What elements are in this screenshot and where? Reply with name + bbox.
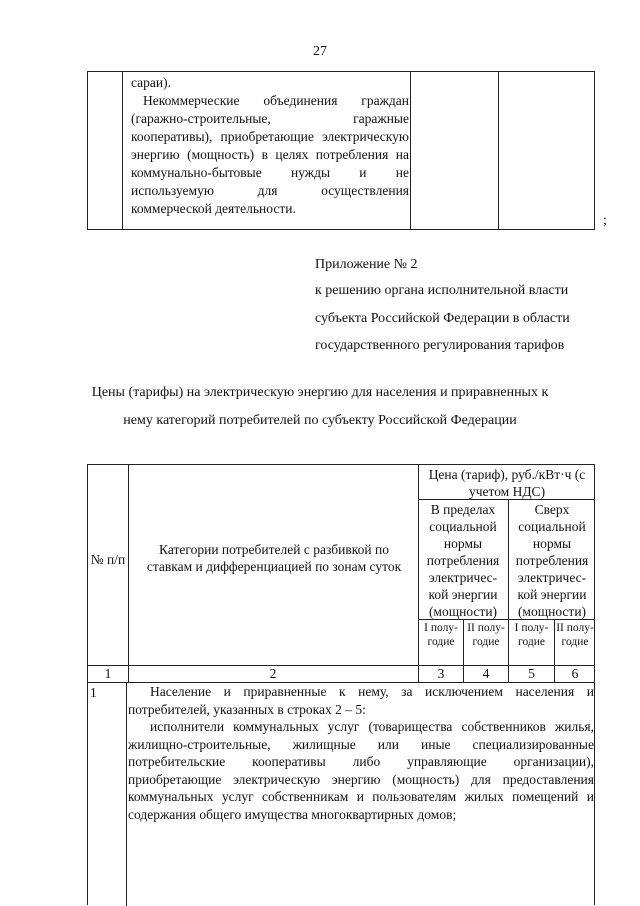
table-divider xyxy=(418,465,419,682)
table-divider xyxy=(498,72,499,229)
table-divider xyxy=(508,499,509,682)
column-number: 4 xyxy=(482,666,490,681)
document-heading-line: Цены (тарифы) на электрическую энергию для населения и приравненных к xyxy=(91,385,549,400)
header-half-year: I полу-годие xyxy=(514,622,549,648)
trailing-semicolon: ; xyxy=(603,213,607,228)
appendix-line: к решению органа исполнительной власти xyxy=(315,283,569,298)
header-price: Цена (тариф), руб./кВт·ч (с учетом НДС) xyxy=(428,467,586,499)
row-number: 1 xyxy=(90,685,97,700)
table-divider xyxy=(122,72,123,229)
table-divider xyxy=(126,682,127,906)
row-paragraph: Население и приравненные к нему, за исключением населения и потребителей, указанных в строках 2 – 5: xyxy=(128,684,594,717)
table-divider xyxy=(410,72,411,229)
appendix-title: Приложение № 2 xyxy=(315,257,418,272)
document-heading-line: нему категорий потребителей по субъекту Российской Федерации xyxy=(123,413,517,428)
appendix-line: субъекта Российской Федерации в области xyxy=(315,311,570,326)
header-half-year: II полу-годие xyxy=(556,622,594,648)
header-within-norm: В пределах социальной нормы потребления электричес-кой энергии (мощности) xyxy=(426,502,500,619)
continuation-table xyxy=(87,71,595,230)
column-number: 2 xyxy=(269,666,277,681)
header-half-year: II полу-годие xyxy=(467,622,505,648)
continuation-cell-text xyxy=(131,74,409,218)
page-number: 27 xyxy=(313,44,327,59)
column-number: 1 xyxy=(104,666,112,681)
column-number: 3 xyxy=(437,666,445,681)
continuation-line: сараи). xyxy=(131,75,171,90)
appendix-line: государственного регулирования тарифов xyxy=(315,338,565,353)
column-number: 6 xyxy=(571,666,579,681)
column-number: 5 xyxy=(528,666,535,681)
row-paragraph: исполнители коммунальных услуг (товарищества собственников жилья, жилищно-строительные, жилищные или иные специализированные потребительские кооперативы либо управляющие организации), приобретающие электрическую энергию (мощность) для предоставления коммунальных услуг собственникам и пользователям жилых помещений и содержания общего имущества многоквартирных домов; xyxy=(128,719,594,822)
row-description xyxy=(128,683,594,823)
header-category: Категории потребителей с разбивкой по ставкам и дифференциацией по зонам суток xyxy=(146,542,402,574)
header-half-year: I полу-годие xyxy=(424,622,458,648)
table-divider xyxy=(128,465,129,682)
tariff-table xyxy=(87,464,595,905)
continuation-paragraph: Некоммерческие объединения граждан (гаражно-строительные, гаражные кооперативы), приобретающие электрическую энергию (мощность) в целях потребления на коммунально-бытовые нужды и не используемую для осуществления коммерческой деятельности. xyxy=(131,93,409,216)
header-over-norm: Сверх социальной нормы потребления электричес-кой энергии (мощности) xyxy=(515,502,589,619)
header-number: № п/п xyxy=(90,552,126,567)
